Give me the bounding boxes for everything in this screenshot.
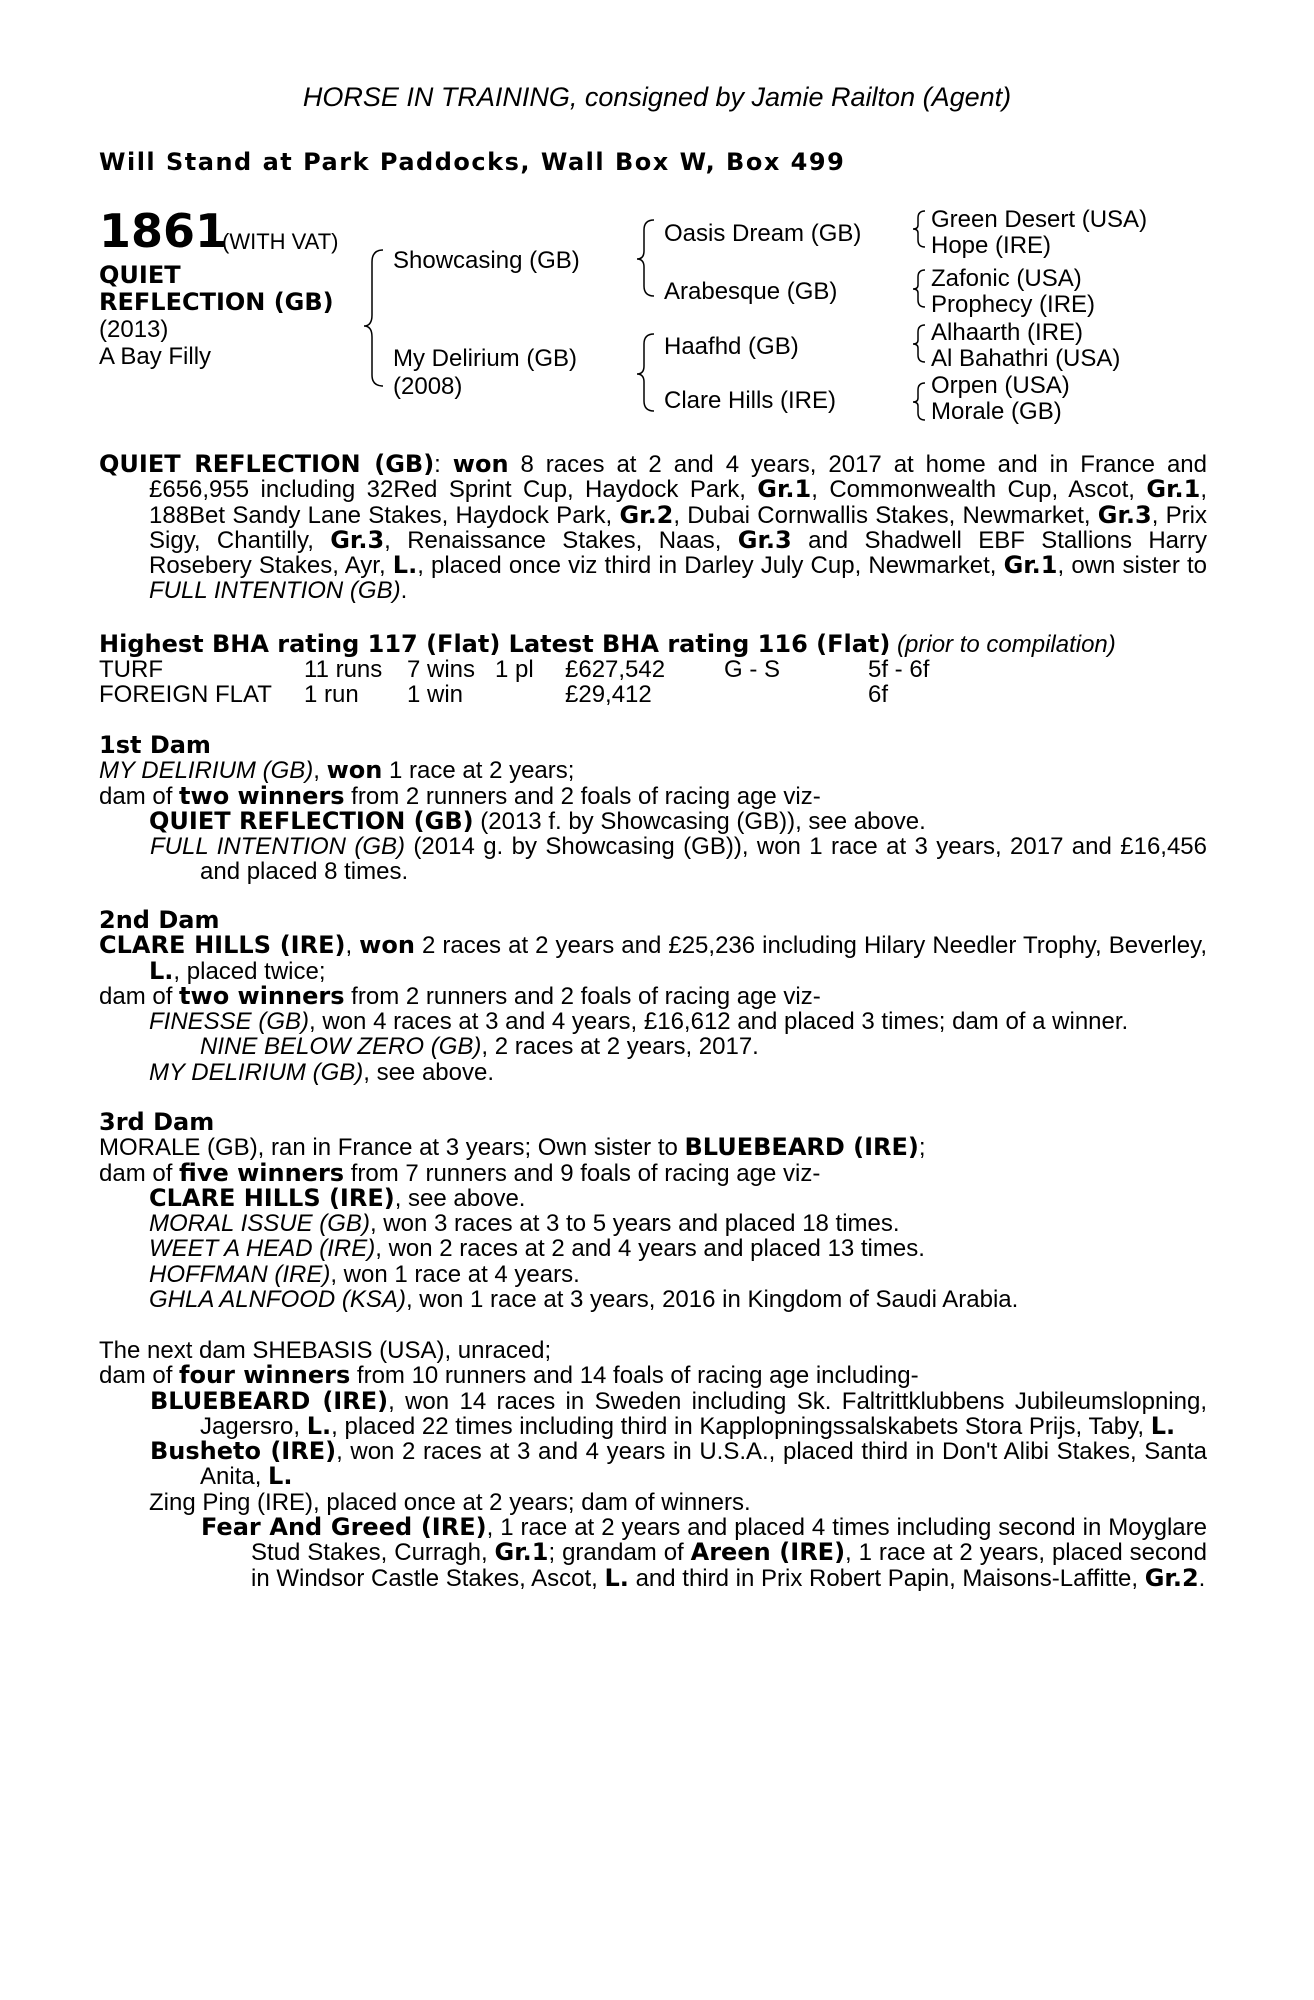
pedigree-ddd: Morale (GB)	[931, 398, 1062, 425]
bracket-dd	[913, 383, 925, 420]
cell-wins: 1 win	[407, 681, 464, 709]
won-label: won	[359, 931, 415, 960]
listed-badge: L.	[1150, 1411, 1176, 1440]
summary-text: .	[400, 577, 408, 605]
progeny-name: Fear And Greed (IRE)	[201, 1513, 487, 1542]
race-record-table	[99, 657, 929, 707]
dam-name: CLARE HILLS (IRE)	[99, 931, 346, 960]
cell-placed: 1 pl	[495, 656, 534, 684]
progeny-name: FULL INTENTION (GB)	[150, 833, 406, 861]
ratings-section	[99, 632, 1207, 707]
grade-badge: Gr.1	[494, 1538, 549, 1567]
listed-badge: L.	[392, 551, 418, 580]
dam-text: dam of	[99, 1159, 180, 1187]
bracket-ss	[913, 211, 925, 247]
summary-horse-name: QUIET REFLECTION (GB)	[99, 450, 435, 478]
progeny-text: and third in Prix Robert Papin, Maisons-Laffitte,	[628, 1564, 1145, 1592]
pedigree-sire: Showcasing (GB)	[393, 247, 580, 274]
progeny-text: , 1 race at 2 years, placed second in Windsor Castle Stakes, Ascot,	[251, 1539, 1207, 1592]
grade-badge: Gr.1	[757, 475, 812, 504]
pedigree-sds: Zafonic (USA)	[931, 265, 1082, 292]
progeny-name: Busheto (IRE)	[150, 1437, 337, 1466]
progeny-name: NINE BELOW ZERO (GB)	[200, 1033, 482, 1061]
cell-distance: 6f	[868, 681, 889, 709]
progeny-text: , won 2 races at 2 and 4 years and placed 13 times.	[375, 1235, 925, 1263]
winners-count: five winners	[179, 1158, 345, 1187]
foaling-year: (2013)	[99, 316, 169, 343]
progeny-text: , won 4 races at 3 and 4 years, £16,612 and placed 3 times; dam of a winner.	[309, 1008, 1129, 1036]
pedigree-dam: My Delirium (GB)	[393, 345, 577, 372]
first-dam-section: 1st Dam MY DELIRIUM (GB), won 1 race at 2 years; dam of two winners from 2 runners and 2 foals of racing age viz- QUIET REFLECTION (GB) (2013 f. by Showcasing (GB)), see above. FULL INTENTION (GB) (2014 g. by Showcasing (GB)), won 1 race at 3 years, 2017 and £16,456 and placed 8 times.	[99, 731, 1207, 886]
pedigree-dds: Orpen (USA)	[931, 372, 1070, 399]
pedigree-dam-dam: Clare Hills (IRE)	[664, 387, 837, 414]
progeny-name: CLARE HILLS (IRE)	[149, 1183, 395, 1212]
bracket-sire	[637, 220, 654, 296]
progeny-name: MY DELIRIUM (GB)	[149, 1058, 364, 1086]
dam-text: 2 races at 2 years and £25,236 including Hilary Needler Trophy, Beverley,	[414, 932, 1207, 960]
summary-colon: :	[434, 451, 453, 478]
summary-text: , own sister to	[1057, 552, 1207, 580]
cell-type: FOREIGN FLAT	[99, 681, 272, 709]
table-row	[99, 657, 929, 682]
dam-text: , placed twice;	[173, 957, 326, 985]
listed-badge: L.	[604, 1563, 629, 1592]
horse-name-line2: REFLECTION (GB)	[99, 288, 334, 316]
progeny-text: Zing Ping (IRE), placed once at 2 years; dam of winners.	[149, 1488, 751, 1516]
progeny-text: , won 1 race at 3 years, 2016 in Kingdom of Saudi Arabia.	[405, 1286, 1019, 1314]
grade-badge: Gr.3	[737, 525, 792, 554]
table-row	[99, 682, 929, 707]
dam-text: dam of	[99, 782, 180, 810]
cell-prize-money: £627,542	[565, 656, 666, 684]
summary-sister: FULL INTENTION (GB)	[149, 577, 401, 605]
section-heading: 2nd Dam	[99, 906, 220, 934]
dam-text: MORALE (GB), ran in France at 3 years; Own sister to	[99, 1134, 685, 1162]
next-dam-section	[99, 1338, 1207, 1591]
sister-name: BLUEBEARD (IRE)	[684, 1133, 919, 1162]
progeny-name: HOFFMAN (IRE)	[149, 1260, 331, 1288]
catalogue-header: HORSE IN TRAINING, consigned by Jamie Railton (Agent)	[302, 82, 1012, 112]
third-dam-section	[99, 1110, 1207, 1312]
grade-badge: Gr.3	[330, 525, 385, 554]
cell-runs: 11 runs	[304, 656, 383, 684]
summary-text: , Commonwealth Cup, Ascot,	[811, 476, 1147, 504]
dam-text: from 2 runners and 2 foals of racing age viz-	[344, 782, 821, 810]
grade-badge: Gr.1	[1003, 551, 1058, 580]
pedigree-dss: Alhaarth (IRE)	[931, 319, 1084, 346]
cell-prize-money: £29,412	[565, 681, 652, 709]
cell-type: TURF	[99, 656, 163, 684]
second-dam-section: 2nd Dam CLARE HILLS (IRE), won 2 races at 2 years and £25,236 including Hilary Needler Trophy, Beverley, L., placed twice; dam of two winners from 2 runners and 2 foals of racing age viz- FINESSE (GB), won 4 races at 3 and 4 years, £16,612 and placed 3 times; dam of a winner. NINE BELOW ZERO (GB), 2 races at 2 years, 2017. MY DELIRIUM (GB), see above.	[99, 906, 1207, 1086]
dam-text: from 10 runners and 14 foals of racing age including-	[350, 1362, 919, 1390]
progeny-name: FINESSE (GB)	[149, 1008, 310, 1036]
summary-text: , Dubai Cornwallis Stakes, Newmarket,	[673, 501, 1098, 529]
summary-text: , Renaissance Stakes, Naas,	[384, 526, 738, 554]
dam-text: The next dam SHEBASIS (USA), unraced;	[99, 1337, 552, 1364]
cell-runs: 1 run	[304, 681, 359, 709]
summary-text: , 188Bet Sandy Lane Stakes, Haydock Park,	[149, 476, 1207, 529]
cell-placed	[495, 682, 565, 707]
progeny-text: , 1 race at 2 years and placed 4 times including second in Moyglare Stud Stakes, Curragh,	[251, 1514, 1207, 1567]
dam-text: from 7 runners and 9 foals of racing age viz-	[344, 1159, 821, 1187]
pedigree-dam-sire: Haafhd (GB)	[664, 333, 799, 360]
ratings-heading: Highest BHA rating 117 (Flat) Latest BHA rating 116 (Flat)	[99, 630, 891, 658]
cell-distance: 5f - 6f	[868, 656, 930, 684]
stand-location: Will Stand at Park Paddocks, Wall Box W, Box 499	[99, 148, 846, 176]
progeny-text: , won 3 races at 3 to 5 years and placed 18 times.	[369, 1210, 900, 1238]
dam-name: MY DELIRIUM (GB)	[99, 757, 314, 785]
dam-text: from 2 runners and 2 foals of racing age viz-	[344, 982, 821, 1010]
cell-going	[724, 682, 868, 707]
listed-badge: L.	[149, 956, 174, 985]
pedigree-sire-sire: Oasis Dream (GB)	[664, 220, 862, 247]
race-summary	[99, 452, 1207, 604]
progeny-name: GHLA ALNFOOD (KSA)	[149, 1286, 406, 1314]
summary-won: won	[452, 450, 509, 478]
progeny-text: , won 1 race at 4 years.	[330, 1260, 580, 1288]
dam-text: dam of	[99, 982, 180, 1010]
progeny-name: QUIET REFLECTION (GB)	[149, 806, 474, 835]
won-label: won	[326, 756, 383, 785]
cell-going: G - S	[724, 656, 781, 684]
progeny-name: WEET A HEAD (IRE)	[149, 1235, 376, 1263]
listed-badge: L.	[268, 1462, 293, 1491]
progeny-text: , won 2 races at 3 and 4 years in U.S.A., placed third in Don't Alibi Stakes, Santa Anita,	[200, 1438, 1207, 1491]
progeny-text: , won 14 races in Sweden including Sk. Faltrittklubbens Jubileumslopning, Jagersro,	[200, 1387, 1208, 1440]
bracket-main	[364, 250, 383, 386]
winners-count: four winners	[179, 1361, 351, 1390]
pedigree-sss: Green Desert (USA)	[931, 206, 1148, 233]
pedigree-sire-dam: Arabesque (GB)	[664, 278, 838, 305]
progeny-text: , placed 22 times including third in Kapplopningssalskabets Stora Prijs, Taby,	[331, 1412, 1151, 1440]
listed-badge: L.	[306, 1411, 332, 1440]
horse-name-line1: QUIET	[99, 261, 181, 289]
summary-text: and Shadwell EBF Stallions Harry Rosebery Stakes, Ayr,	[149, 526, 1207, 580]
dam-text: dam of	[99, 1362, 180, 1390]
progeny-text: ; grandam of	[548, 1539, 691, 1567]
grade-badge: Gr.1	[1146, 475, 1201, 504]
section-heading: 3rd Dam	[99, 1108, 215, 1136]
progeny-text: , see above.	[394, 1184, 526, 1212]
horse-description: A Bay Filly	[99, 343, 212, 370]
grade-badge: Gr.3	[1097, 500, 1152, 529]
winners-count: two winners	[179, 981, 345, 1010]
progeny-text: , 2 races at 2 years, 2017.	[481, 1033, 759, 1061]
lot-number: 1861	[99, 204, 228, 258]
progeny-text: .	[1198, 1564, 1206, 1592]
progeny-name: MORAL ISSUE (GB)	[149, 1210, 370, 1238]
dam-text: 1 race at 2 years;	[382, 757, 575, 785]
summary-text: , Prix Sigy, Chantilly,	[149, 501, 1207, 554]
dam-text: ;	[918, 1134, 926, 1162]
bracket-sd	[913, 270, 925, 307]
progeny-name: Areen (IRE)	[690, 1538, 846, 1567]
progeny-text: , see above.	[363, 1058, 495, 1086]
cell-wins: 7 wins	[407, 656, 476, 684]
pedigree-dsd: Al Bahathri (USA)	[931, 345, 1121, 372]
summary-text: 8 races at 2 and 4 years, 2017 at home and in France and £656,955 including 32Red Sprint Cup, Haydock Park,	[149, 451, 1207, 504]
pedigree-sdd: Prophecy (IRE)	[931, 291, 1096, 318]
ratings-note: (prior to compilation)	[890, 631, 1116, 658]
progeny-text: (2014 g. by Showcasing (GB)), won 1 race at 3 years, 2017 and £16,456 and placed 8 times.	[200, 833, 1207, 886]
pedigree-ssd: Hope (IRE)	[931, 232, 1052, 259]
grade-badge: Gr.2	[1144, 1563, 1199, 1592]
bracket-dam	[637, 334, 654, 411]
bracket-ds	[913, 325, 925, 362]
progeny-text: (2013 f. by Showcasing (GB)), see above.	[473, 807, 926, 835]
progeny-name: BLUEBEARD (IRE)	[150, 1386, 389, 1415]
summary-text: , placed once viz third in Darley July Cup, Newmarket,	[417, 552, 1004, 580]
grade-badge: Gr.2	[619, 500, 674, 529]
pedigree-dam-year: (2008)	[393, 373, 463, 400]
vat-label: (WITH VAT)	[222, 229, 339, 254]
winners-count: two winners	[179, 781, 345, 810]
section-heading: 1st Dam	[99, 731, 211, 759]
